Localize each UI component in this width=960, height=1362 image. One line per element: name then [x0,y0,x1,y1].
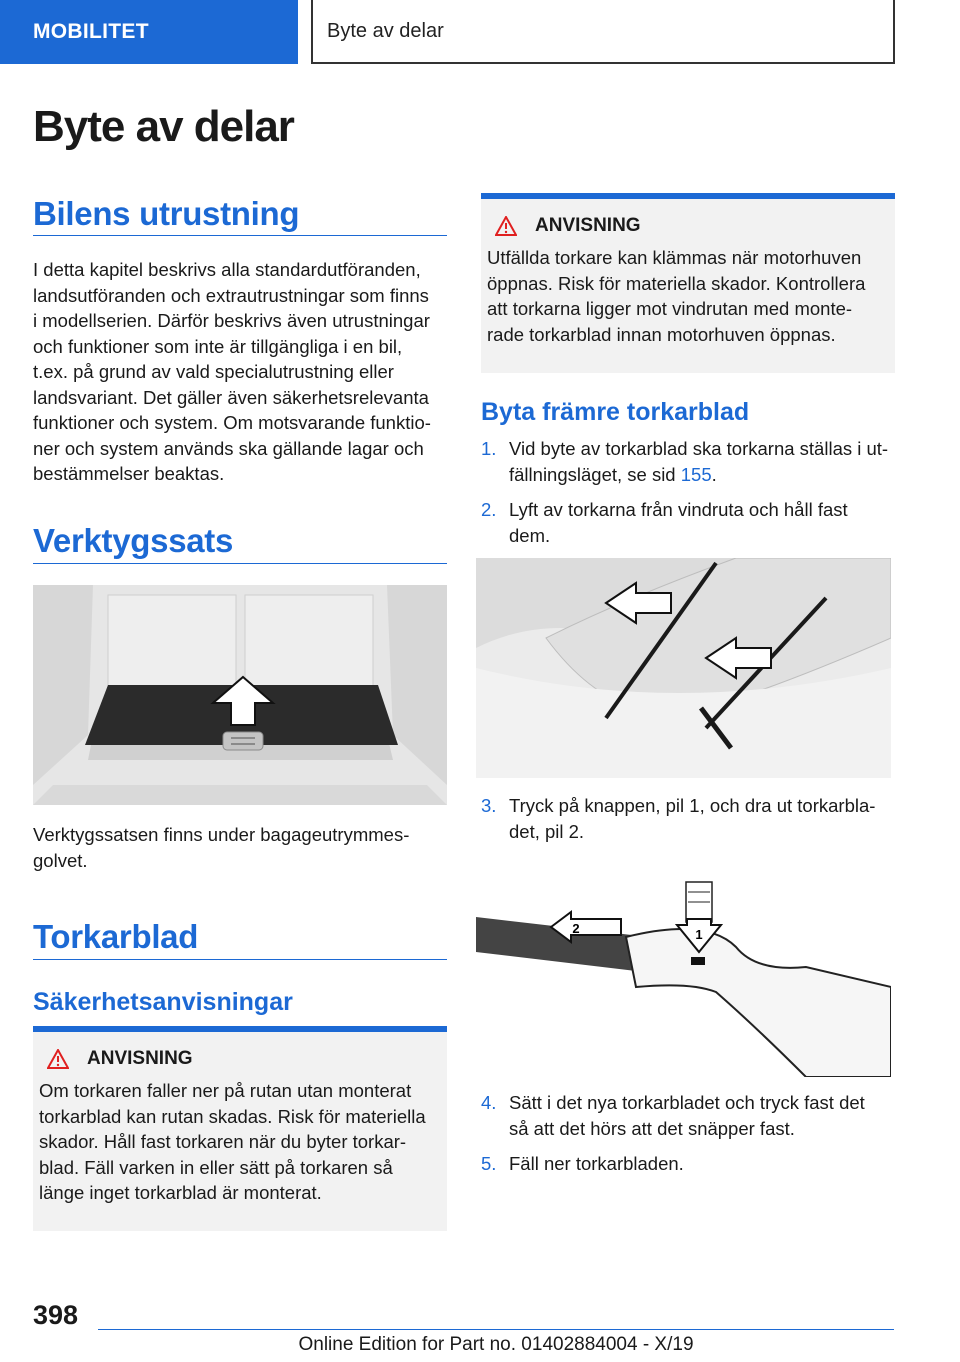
warning-header [47,1048,439,1070]
text-line: så att det hörs att det snäpper fast. [509,1117,795,1139]
step-number: 2. [481,499,497,520]
text-line: Lyft av torkarna från vindruta och håll fast [509,499,848,520]
text-line: . [711,463,717,485]
warning-text [487,245,887,347]
heading-sakerhetsanvisningar: Säkerhetsanvisningar [33,988,293,1016]
text-line: att torkarna ligger mot vindrutan med monte- [487,298,853,319]
text-line: fällningsläget, se sid [509,463,681,485]
page-number: 398 [33,1300,79,1330]
page-title: Byte av delar [33,102,294,151]
step-text [509,1090,865,1141]
text-line: landsvariant. Det gäller även säkerhetsrelevanta [33,386,429,408]
step-number: 4. [481,1092,497,1113]
text-line: och funktioner som inte är tillgängliga i en bil, [33,335,403,357]
heading-byta-framre-torkarblad: Byta främre torkarblad [481,398,750,426]
arrow-1-label: 1 [695,927,703,942]
list-item [481,793,895,844]
text-line: det, pil 2. [509,820,585,842]
tool-kit-caption [33,822,453,873]
text-line: golvet. [33,849,88,871]
text-line: Vid byte av torkarblad ska torkarna ställas i ut- [509,438,889,459]
chapter-header [311,0,895,64]
step-text: Fäll ner torkarbladen. [509,1153,684,1174]
footer-edition: Online Edition for Part no. 01402884004 - X/19 [298,1334,694,1355]
text-line: Utfällda torkare kan klämmas när motorhuven [487,247,862,268]
arrow-2-label: 2 [572,921,580,936]
heading-rule [33,959,447,960]
text-line: Om torkaren faller ner på rutan utan monterat [39,1080,412,1101]
page-link[interactable]: 155 [680,463,712,485]
step-number: 1. [481,438,497,459]
chapter-label: Byte av delar [327,19,444,42]
warning-box [33,1026,447,1231]
wiper-blade-release-figure [476,877,891,1077]
warning-text [39,1078,439,1206]
step-text [509,793,875,844]
text-line: skador. Håll fast torkaren när du byter torkar- [39,1131,407,1152]
text-line: dem. [509,524,551,546]
heading-rule [33,563,447,564]
text-line: länge inget torkarblad är monterat. [39,1182,322,1203]
warning-triangle-icon [47,1049,69,1069]
heading-verktygssats: Verktygssats [33,522,234,559]
text-line: landsutföranden och extrautrustningar som finns [33,284,429,306]
text-line: Tryck på knappen, pil 1, och dra ut torkarbla- [509,795,876,816]
section-tab [0,0,298,64]
warning-box [481,193,895,373]
footer-rule [98,1329,894,1330]
steps-list [481,793,895,854]
warning-header [495,215,887,237]
list-item [481,1151,895,1177]
heading-bilens-utrustning: Bilens utrustning [33,195,300,232]
step-number: 5. [481,1153,497,1174]
intro-paragraph [33,257,453,487]
warning-triangle-icon [495,216,517,236]
wiper-lift-figure [476,558,891,778]
steps-list [481,436,895,558]
text-line: öppnas. Risk för materiella skador. Kontrollera [487,272,866,294]
text-line: t.ex. på grund av vald specialutrustning eller [33,361,394,382]
text-line: bestämmelser beaktas. [33,463,225,484]
text-line: torkarblad kan rutan skadas. Risk för materiella [39,1105,426,1127]
section-label: MOBILITET [33,20,149,43]
step-text [509,497,848,548]
list-item [481,436,895,487]
list-item [481,1090,895,1141]
text-line: Sätt i det nya torkarbladet och tryck fast det [509,1092,865,1113]
heading-torkarblad: Torkarblad [33,918,199,955]
steps-list [481,1090,895,1187]
text-line: funktioner och system. Om motsvarande funktio- [33,412,431,433]
text-line: ner och system används ska gällande lagar och [33,437,424,459]
step-text [509,436,888,487]
text-line: rade torkarblad innan motorhuven öppnas. [487,323,836,345]
step-number: 3. [481,795,497,816]
text-line: Verktygssatsen finns under bagageutrymmes- [33,824,410,845]
warning-title: ANVISNING [87,1048,193,1069]
trunk-tool-kit-figure [33,585,447,805]
warning-title: ANVISNING [535,215,641,236]
list-item [481,497,895,548]
text-line: I detta kapitel beskrivs alla standardutföranden, [33,259,421,280]
text-line: blad. Fäll varken in eller sätt på torkaren så [39,1156,393,1178]
heading-rule [33,235,447,236]
text-line: i modellserien. Därför beskrivs även utrustningar [33,310,430,331]
